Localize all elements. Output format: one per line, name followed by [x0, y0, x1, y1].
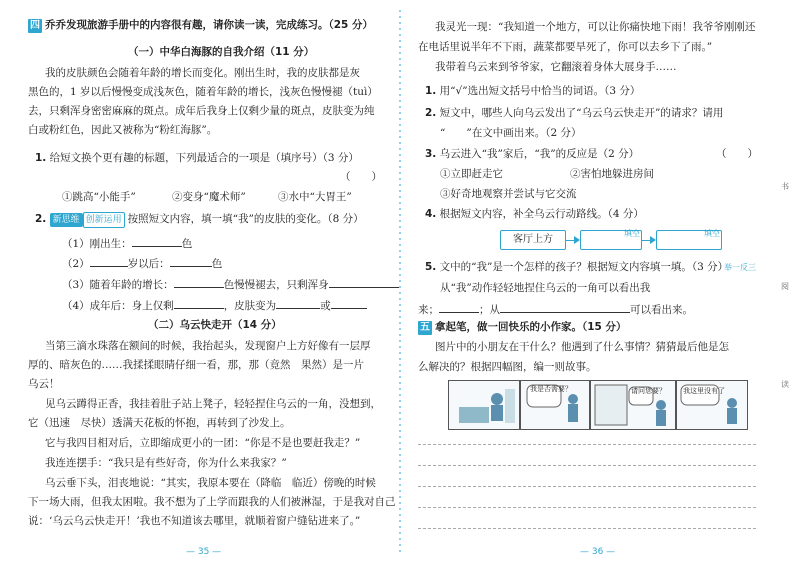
question-2: 2. 短文中，哪些人向乌云发出了“乌云乌云快走开”的请求？请用 — [425, 107, 724, 119]
paragraph-line: 在电话里说半年不下雨，蔬菜都要旱死了，你可以去乡下了雨。” — [418, 41, 713, 53]
speech-bubble: 我是否需要？ — [530, 385, 572, 393]
blank[interactable] — [276, 298, 320, 309]
paragraph-line: 乌云垂下头，泪丧地说：“其实，我原本要在（降临 临近）傍晚的时候 — [45, 477, 376, 489]
option-2[interactable]: ②变身“魔术师” — [172, 191, 246, 203]
answer-bracket[interactable]: （ ） — [716, 148, 758, 160]
question-2: 2. 新思维 创新运用 按照短文内容，填一填“我”的皮肤的变化。（8 分） — [35, 212, 364, 228]
route-start-box: 客厅上方 — [500, 230, 566, 250]
blank[interactable] — [174, 277, 224, 288]
option-3[interactable]: ③好奇地观察并尝试与它交流 — [440, 188, 577, 200]
fill-row-2: （2） 岁以后： 色 — [62, 258, 223, 270]
new-thinking-tag: 新思维 — [50, 213, 83, 227]
fill-row-3: （3）随着年龄的增长： 色慢慢褪去，只剩浑身 — [62, 277, 399, 292]
page-number: — 36 — — [580, 547, 616, 557]
paragraph-line: 当第三滴水珠落在额间的时候，我抬起头，发现窗户上方好像有一层厚 — [45, 340, 371, 352]
question-4-badge: 四 — [30, 20, 40, 31]
instruction-line: 么解决的？根据四幅图，编一则故事。 — [418, 361, 597, 373]
paragraph-line: 我连连摆手：“我只是有些好奇，你为什么来我家？” — [45, 457, 287, 469]
speech-bubble: 我这里没有了 — [683, 387, 725, 395]
fill-tag: 填空 — [624, 229, 640, 238]
speech-bubble: 请问您要？ — [631, 387, 666, 395]
paragraph-line: 黑色的，1 岁以后慢慢变成浅灰色，随着年龄的增长，浅灰色慢慢褪（tuì） — [28, 86, 378, 98]
question-1: 1. 给短文换个更有趣的标题，下列最适合的一项是（填序号）（3 分） — [35, 152, 359, 164]
blank[interactable] — [500, 302, 630, 313]
writing-line[interactable] — [418, 444, 756, 445]
question-3: 3. 乌云进入“我”家后，“我”的反应是（2 分） — [425, 148, 640, 160]
question-2-cont: “ ”在文中画出来。（2 分） — [440, 127, 582, 139]
writing-line[interactable] — [418, 486, 756, 487]
question-4-title: 四 乔乔发现旅游手册中的内容很有趣，请你读一读，完成练习。（25 分） — [30, 19, 374, 31]
paragraph-line: 见乌云蹲得正香，我挂着肚子站上凳子，轻轻捏住乌云的一角，没想到， — [45, 398, 381, 410]
answer-bracket[interactable]: （ ） — [340, 171, 382, 183]
comic-panel-2 — [520, 380, 590, 430]
paragraph-line: 说：‘乌云乌云快走开！’我也不知道该去哪里，就顺着窗户缝钻进来了。” — [28, 515, 361, 527]
question-5: 5. 文中的“我”是一个怎样的孩子？根据短文内容填一填。（3 分） — [425, 261, 729, 273]
paragraph-line: 去，只剩浑身密密麻麻的斑点。成年后我身上仅剩少量的斑点，皮肤变为纯 — [28, 105, 375, 117]
innovation-tag: 创新运用 — [83, 212, 125, 228]
paragraph-line: 乌云！ — [28, 378, 60, 390]
side-label: 书 — [781, 182, 789, 191]
blank[interactable] — [439, 302, 479, 313]
passage-2-heading: （二）乌云快走开（14 分） — [148, 319, 282, 331]
blank[interactable] — [90, 256, 128, 267]
option-1[interactable]: ①跳高“小能手” — [62, 191, 136, 203]
blank[interactable] — [174, 298, 224, 309]
paragraph-line: 我灵光一现：“我知道一个地方，可以让你痛快地下雨！我爷爷刚刚还 — [435, 21, 756, 33]
paragraph-line: 白或粉红色，因此又被称为“粉红海豚”。 — [28, 124, 218, 136]
option-1[interactable]: ①立即赶走它 — [440, 168, 503, 180]
instruction-line: 图片中的小朋友在干什么？他遇到了什么事情？猜猜最后他是怎 — [435, 341, 729, 353]
writing-line[interactable] — [418, 528, 756, 529]
passage-1-heading: （一）中华白海豚的自我介绍（11 分） — [128, 46, 315, 58]
writing-line[interactable] — [418, 465, 756, 466]
side-label: 阅 — [781, 282, 789, 291]
blank[interactable] — [132, 236, 182, 247]
paragraph-line: 它（迅速 尽快）透满天花板的怀抱，再转到了沙发上。 — [28, 417, 291, 429]
blank[interactable] — [170, 256, 212, 267]
blank[interactable] — [331, 298, 367, 309]
side-label: 读 — [781, 380, 789, 389]
question-5-main-title: 五 拿起笔，做一回快乐的小作家。（15 分） — [420, 321, 627, 333]
paragraph-line: 下一场大雨，但我太困啦。我不想为了上学而跟我的人们被淋湿，于是我对自己 — [28, 496, 396, 508]
left-page — [0, 0, 400, 566]
comic-panel-4 — [676, 380, 748, 430]
option-2[interactable]: ②害怕地躲进房间 — [570, 168, 654, 180]
option-3[interactable]: ③水中“大胃王” — [278, 191, 352, 203]
question-1: 1. 用“√”选出短文括号中恰当的词语。（3 分） — [425, 85, 641, 97]
writing-line[interactable] — [418, 507, 756, 508]
paragraph-line: 厚的、暗灰色的……我揉揉眼睛仔细一看，那，那（竟然 果然）是一片 — [28, 359, 364, 371]
panel-1-drawing — [449, 381, 519, 429]
right-page — [400, 0, 800, 566]
question-5-badge: 五 — [420, 322, 430, 333]
extend-tag: 举一反三 — [724, 263, 756, 272]
question-5-line-2: 从“我”动作轻轻地捏住乌云的一角可以看出我 — [440, 282, 651, 294]
paragraph-line: 我带着乌云来到爷爷家，它翻滚着身体大展身手…… — [435, 61, 677, 73]
fill-row-4: （4）成年后：身上仅剩 ，皮肤变为 或 — [62, 298, 367, 313]
fill-tag: 填空 — [704, 229, 720, 238]
question-4: 4. 根据短文内容，补全乌云行动路线。（4 分） — [425, 208, 644, 220]
blank[interactable] — [329, 277, 399, 288]
fill-row-1: （1）刚出生： 色 — [62, 238, 193, 250]
comic-panel-1 — [448, 380, 520, 430]
question-5-line-3: 来； ；从 可以看出来。 — [418, 304, 693, 316]
comic-panel-3 — [590, 380, 676, 430]
paragraph-line: 我的皮肤颜色会随着年龄的增长而变化。刚出生时，我的皮肤都是灰 — [45, 67, 360, 79]
page-number: — 35 — — [186, 547, 222, 557]
paragraph-line: 它与我四目相对后，立即缩成更小的一团：“你是不是也要赶我走？” — [45, 437, 361, 449]
